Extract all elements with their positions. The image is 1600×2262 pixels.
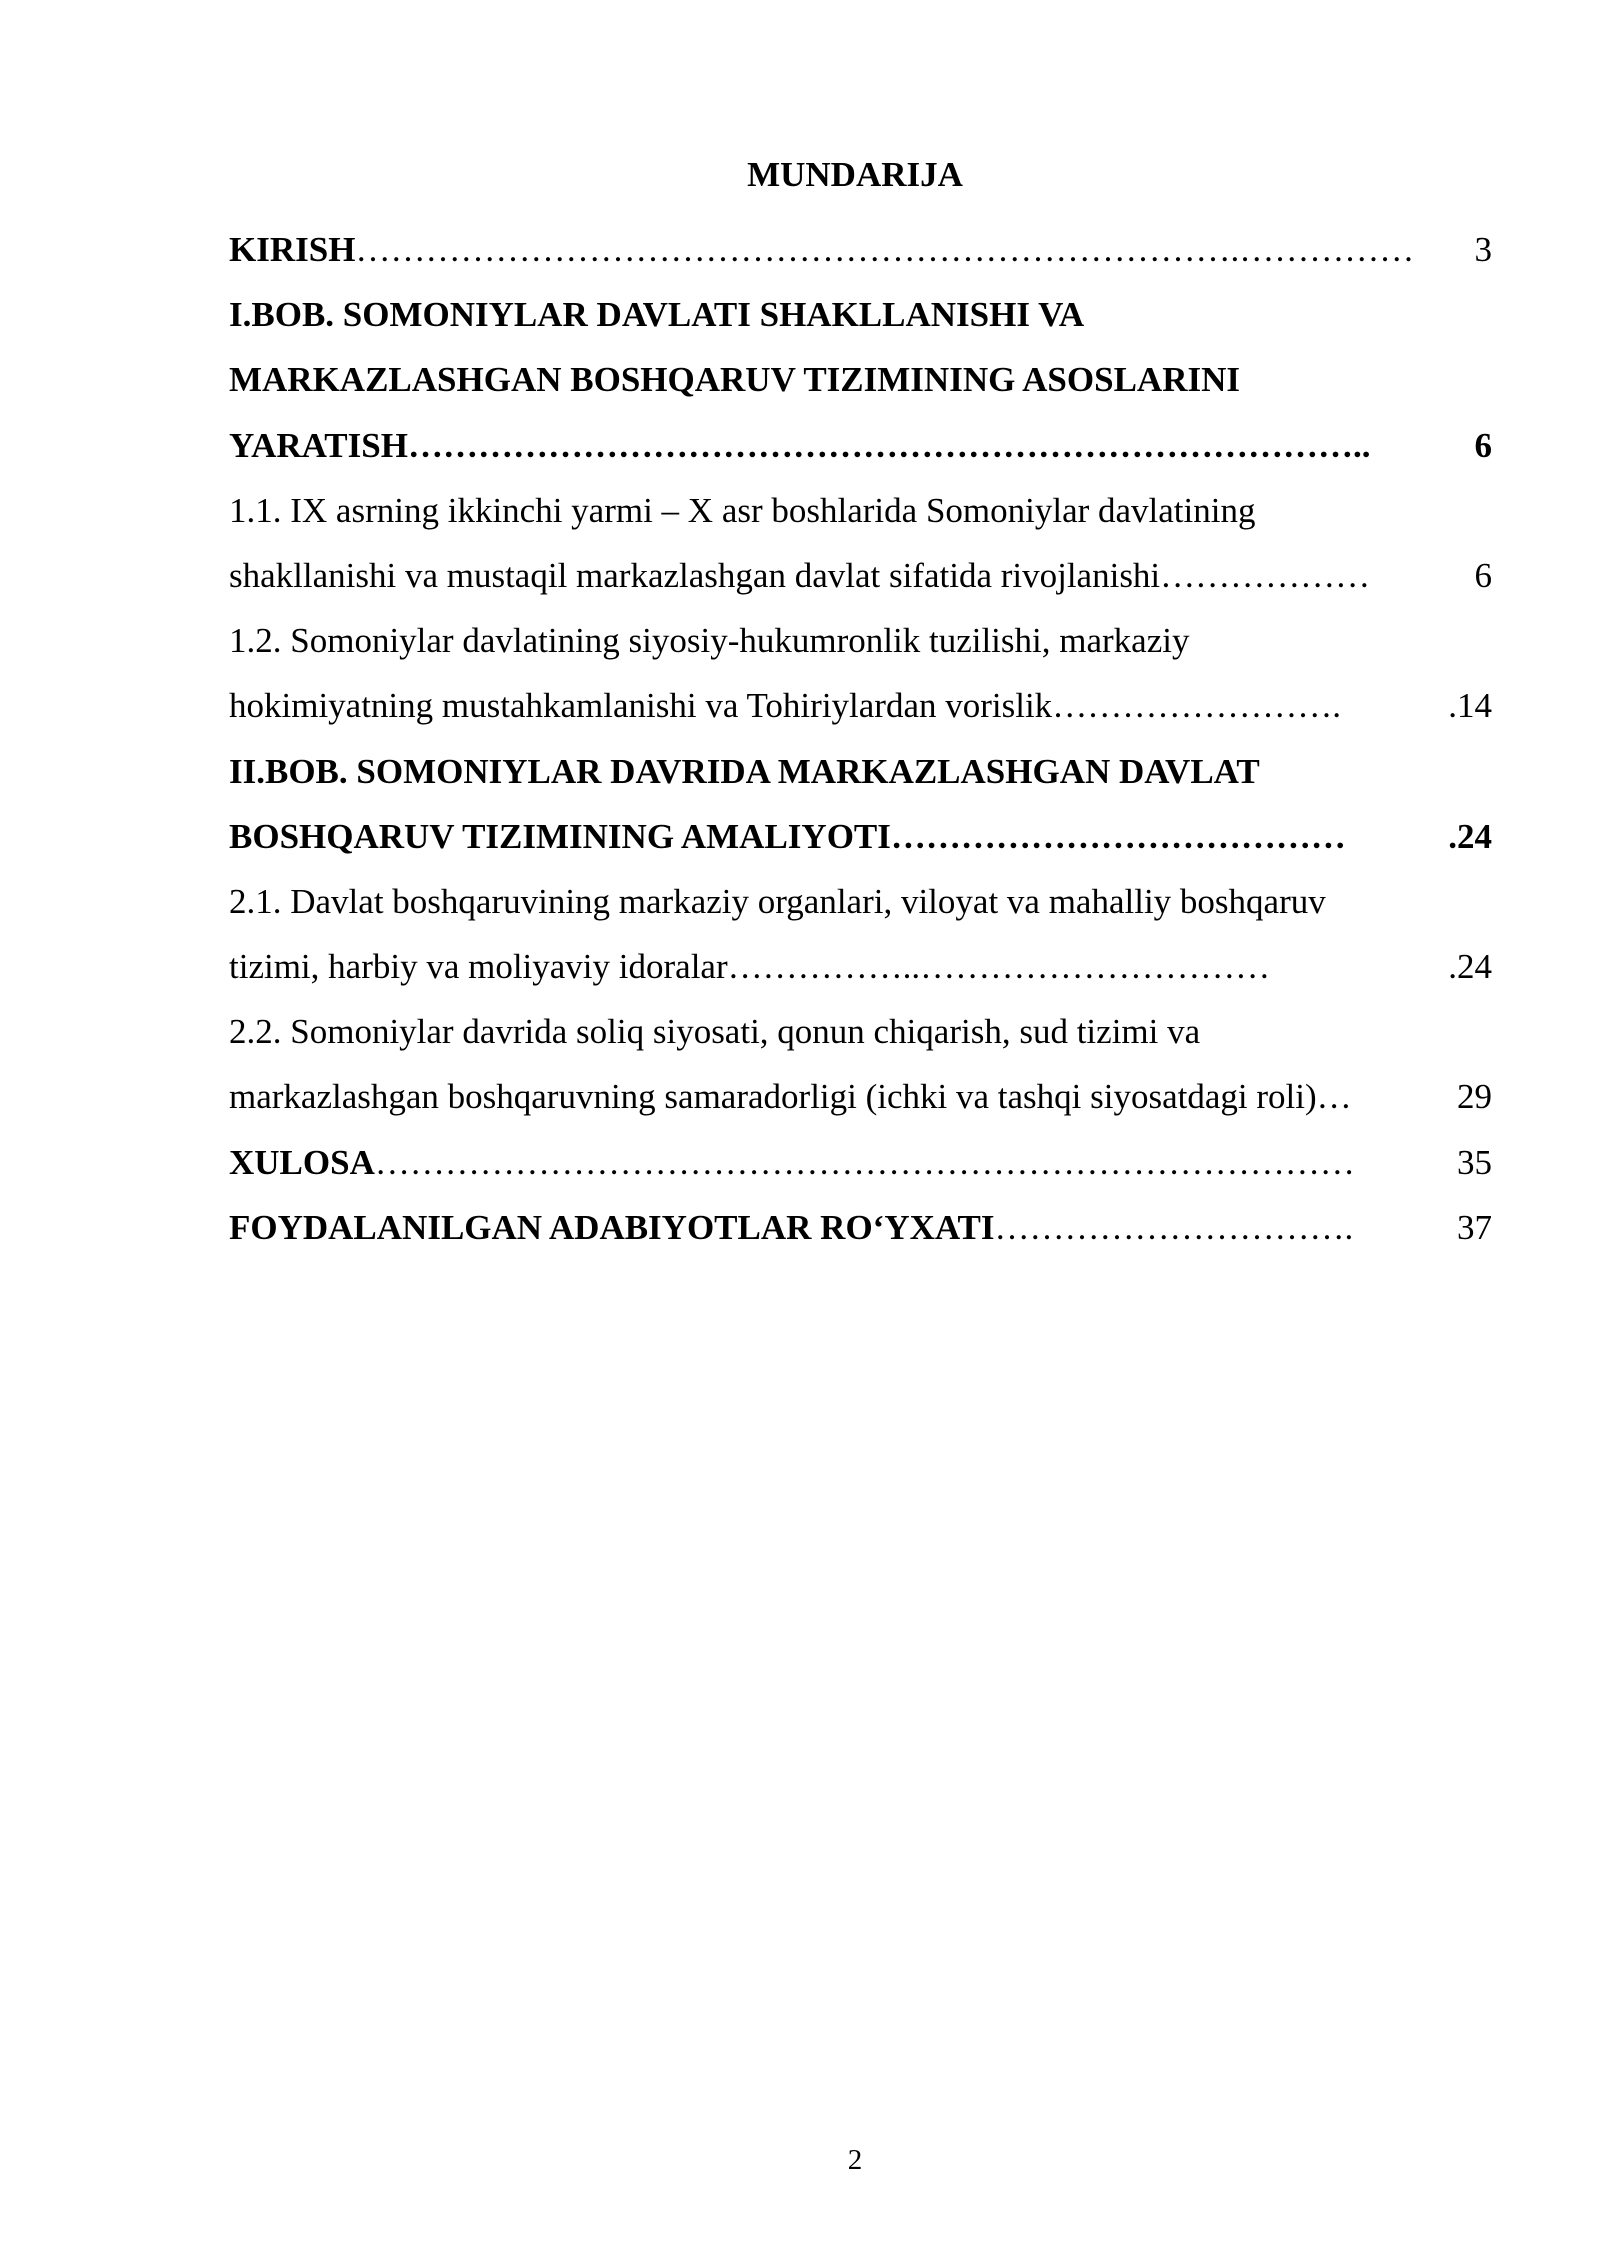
toc-entry-text: tizimi, harbiy va moliyaviy idoralar [229, 947, 728, 987]
toc-leader: ……………… [1160, 555, 1371, 595]
toc-entry-text: XULOSA [229, 1142, 375, 1182]
toc-entry-text: II.BOB. SOMONIYLAR DAVRIDA MARKAZLASHGAN DAVLAT [229, 751, 1260, 791]
toc-entry-text: shakllanishi va mustaqil markazlashgan davlat sifatida rivojlanishi [229, 555, 1161, 595]
toc-entry-text: BOSHQARUV TIZIMINING AMALIYOTI [229, 816, 891, 856]
toc-page-number: 3 [1474, 230, 1492, 269]
toc-entry-text: YARATISH [229, 425, 408, 465]
toc-entry-text: KIRISH [229, 230, 356, 269]
toc-entry-section-1-1[interactable] [229, 478, 1492, 608]
page-number: 2 [847, 2144, 863, 2176]
toc-entry-xulosa[interactable] [229, 1130, 1492, 1195]
toc-title: MUNDARIJA [747, 155, 963, 194]
toc-entry-text: FOYDALANILGAN ADABIYOTLAR RO‘YXATI [229, 1207, 995, 1247]
toc-entry-text: hokimiyatning mustahkamlanishi va Tohiriylardan vorislik [229, 686, 1053, 726]
toc-entry-text: I.BOB. SOMONIYLAR DAVLATI SHAKLLANISHI VA [229, 295, 1085, 335]
toc-entry-section-2-2[interactable] [229, 999, 1492, 1129]
toc-entry-kirish[interactable] [229, 217, 1492, 282]
table-of-contents [229, 217, 1492, 1260]
toc-leader: … [1316, 1077, 1352, 1117]
toc-entry-text: 2.2. Somoniylar davrida soliq siyosati, qonun chiqarish, sud tizimi va [229, 1012, 1201, 1052]
toc-leader: ………………………………………………………………….…………… [355, 230, 1415, 269]
toc-entry-section-2-1[interactable] [229, 869, 1492, 999]
toc-entry-text: 1.2. Somoniylar davlatining siyosiy-hukumronlik tuzilishi, markaziy [229, 621, 1190, 661]
toc-page-number: 29 [1457, 1077, 1492, 1117]
toc-leader: ………………………………………………………………………… [374, 1142, 1355, 1182]
toc-entry-chapter-1[interactable] [229, 282, 1492, 478]
toc-page-number: .24 [1448, 947, 1492, 987]
toc-entry-text: markazlashgan boshqaruvning samaradorligi (ichki va tashqi siyosatdagi roli) [229, 1077, 1317, 1117]
toc-entry-section-1-2[interactable] [229, 608, 1492, 738]
toc-page-number: 37 [1457, 1207, 1492, 1247]
toc-page-number: .14 [1448, 686, 1492, 726]
toc-page-number: .24 [1448, 816, 1492, 856]
toc-leader: …………………………. [994, 1207, 1354, 1247]
toc-page-number: 6 [1474, 425, 1492, 465]
toc-entry-text: MARKAZLASHGAN BOSHQARUV TIZIMINING ASOSLARINI [229, 360, 1240, 400]
toc-entry-text: 2.1. Davlat boshqaruvining markaziy organlari, viloyat va mahalliy boshqaruv [229, 881, 1326, 921]
toc-leader: ………………………………… [890, 816, 1346, 856]
toc-leader: ……………………. [1052, 686, 1341, 726]
toc-page-number: 35 [1457, 1142, 1492, 1182]
toc-entry-chapter-2[interactable] [229, 739, 1492, 869]
toc-entry-bibliography[interactable] [229, 1195, 1492, 1260]
toc-entry-text: 1.1. IX asrning ikkinchi yarmi – X asr boshlarida Somoniylar davlatining [229, 490, 1256, 530]
toc-leader: ……………………………………………………………………….. [407, 425, 1371, 465]
toc-leader: ……………..………………………… [727, 947, 1271, 987]
toc-page-number: 6 [1474, 555, 1492, 595]
